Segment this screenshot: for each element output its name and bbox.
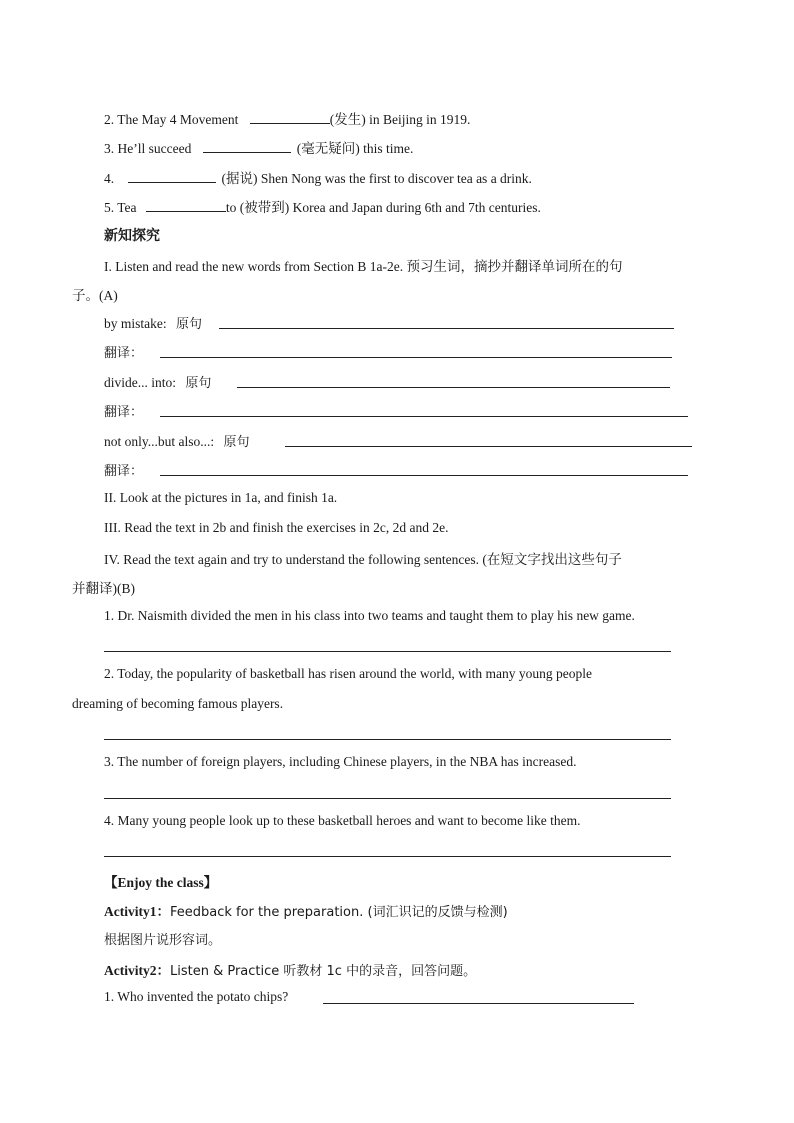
answer-line[interactable]	[237, 387, 670, 388]
word-item: not only...but also...: 原句	[104, 434, 250, 450]
task4-line2: 并翻译)(B)	[72, 581, 135, 596]
answer-line[interactable]	[285, 446, 692, 447]
sentence-1: 1. Dr. Naismith divided the men in his class into two teams and taught them to play his new game.	[104, 608, 635, 623]
translation-label: 翻译：	[104, 346, 144, 361]
sentence-2-line1: 2. Today, the popularity of basketball has risen around the world, with many young people	[104, 666, 592, 681]
answer-line[interactable]	[160, 416, 688, 417]
section-heading-explore: 新知探究	[104, 229, 160, 244]
blank-q5[interactable]	[146, 197, 226, 212]
answer-line[interactable]	[104, 651, 671, 652]
review-q5: 5. Tea to (被带到) Korea and Japan during 6th and 7th centuries.	[104, 196, 541, 216]
sentence-2-line2: dreaming of becoming famous players.	[72, 696, 284, 711]
section-heading-enjoy: 【Enjoy the class】	[104, 875, 218, 890]
answer-line[interactable]	[219, 328, 674, 329]
question-1: 1. Who invented the potato chips?	[104, 989, 289, 1004]
answer-line[interactable]	[104, 798, 671, 799]
task1-line2: 子。(A)	[72, 288, 118, 303]
review-q3: 3. He’ll succeed (毫无疑问) this time.	[104, 137, 413, 157]
review-q2: 2. The May 4 Movement (发生) in Beijing in 1919.	[104, 108, 470, 128]
task3: III. Read the text in 2b and finish the exercises in 2c, 2d and 2e.	[104, 520, 449, 535]
activity-1-sub: 根据图片说形容词。	[104, 933, 222, 948]
blank-q2[interactable]	[250, 109, 330, 124]
answer-line[interactable]	[104, 739, 671, 740]
translation-label: 翻译：	[104, 464, 144, 479]
activity-2: Activity2：Listen & Practice 听教材 1c 中的录音，回答问题。	[104, 963, 477, 979]
blank-q4[interactable]	[128, 168, 216, 183]
answer-line[interactable]	[323, 1003, 634, 1004]
answer-line[interactable]	[104, 856, 671, 857]
task1-line1: I. Listen and read the new words from Section B 1a-2e. 预习生词，摘抄并翻译单词所在的句	[104, 259, 623, 274]
blank-q3[interactable]	[203, 138, 291, 153]
sentence-3: 3. The number of foreign players, including Chinese players, in the NBA has increased.	[104, 754, 577, 769]
review-q4: 4. (据说) Shen Nong was the first to discover tea as a drink.	[104, 167, 532, 187]
answer-line[interactable]	[160, 475, 688, 476]
translation-label: 翻译：	[104, 405, 144, 420]
task2: II. Look at the pictures in 1a, and finish 1a.	[104, 490, 338, 505]
task4-line1: IV. Read the text again and try to understand the following sentences. (在短文字找出这些句子	[104, 552, 622, 567]
word-item: by mistake: 原句	[104, 316, 203, 332]
sentence-4: 4. Many young people look up to these basketball heroes and want to become like them.	[104, 813, 581, 828]
activity-1: Activity1：Feedback for the preparation. (词汇识记的反馈与检测)	[104, 904, 508, 920]
answer-line[interactable]	[160, 357, 672, 358]
word-item: divide... into: 原句	[104, 375, 212, 391]
